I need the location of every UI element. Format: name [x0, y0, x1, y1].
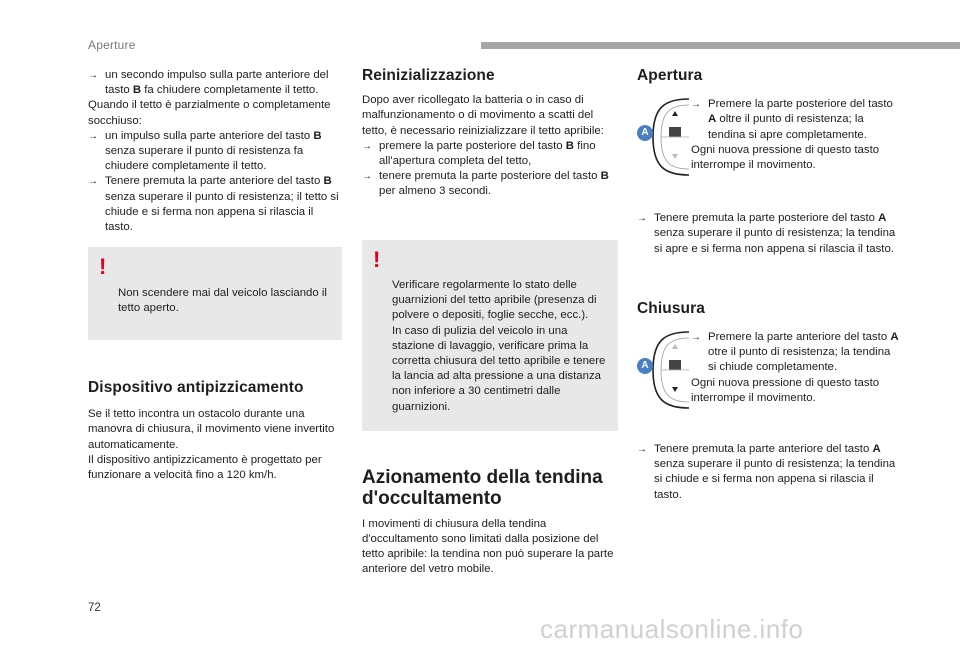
button-a-badge: A	[637, 125, 653, 141]
warning-exclamation-icon: !	[373, 246, 381, 272]
roof-switch-icon	[645, 97, 691, 177]
warning-exclamation-icon: !	[99, 254, 107, 280]
list-item: → un secondo impulso sulla parte anteriore del tasto B fa chiudere completamente il tetto.	[88, 69, 329, 97]
paragraph: Dopo aver ricollegato la batteria o in caso di malfunzionamento o di movimento a scatti del tetto, è necessario reinizializzare il tetto apribile:	[362, 94, 604, 137]
list-item: → Premere la parte posteriore del tasto A oltre il punto di resistenza; la tendina si apre completamente.	[691, 98, 893, 141]
section-heading: Azionamento della tendina d'occultamento	[362, 466, 603, 509]
list-item: → Tenere premuta la parte posteriore del tasto A senza superare il punto di resistenza; la tendina si apre e si ferma non appena si rilascia il tasto.	[637, 212, 896, 255]
section-heading: Chiusura	[637, 299, 705, 317]
column-3	[637, 68, 899, 503]
arrow-bullet-icon: →	[362, 140, 372, 152]
arrow-bullet-icon: →	[88, 176, 98, 188]
arrow-bullet-icon: →	[691, 332, 701, 344]
section-heading: Reinizializzazione	[362, 67, 495, 84]
switch-illustration-close	[637, 330, 899, 426]
warning-box: ! Verificare regolarmente lo stato delle guarnizioni del tetto apribile (presenza di polvere o depositi, foglie secche, ecc.). In caso di pulizia del veicolo in una stazione di lavaggio, verificare prima la corretta chiusura del tetto apribile e tenere la lancia ad alta pressione a una distanza non inferiore a 30 centimetri dalle guarnizioni.	[362, 240, 618, 431]
arrow-bullet-icon: →	[691, 99, 701, 111]
warning-box: ! Non scendere mai dal veicolo lasciando il tetto aperto.	[88, 247, 342, 340]
list-item: → premere la parte posteriore del tasto B fino all'apertura completa del tetto,	[362, 139, 596, 168]
list-item: → tenere premuta la parte posteriore del tasto B per almeno 3 secondi.	[362, 170, 609, 198]
instruction-text	[691, 330, 899, 406]
section-heading: Dispositivo antipizzicamento	[88, 379, 304, 397]
watermark: carmanualsonline.info	[540, 614, 804, 644]
arrow-bullet-icon: →	[88, 70, 98, 81]
header-bar	[481, 42, 960, 49]
paragraph: Se il tetto incontra un ostacolo durante una manovra di chiusura, il movimento viene invertito automaticamente. Il dispositivo antipizzicamento è progettato per funzionare a velocità fino a 120 km/h.	[88, 408, 335, 482]
section-heading: Apertura	[637, 67, 703, 84]
arrow-bullet-icon: →	[637, 444, 647, 456]
column-2	[362, 68, 618, 578]
arrow-bullet-icon: →	[637, 213, 647, 225]
list-item: → un impulso sulla parte anteriore del tasto B senza superare il punto di resistenza fa chiudere completamente il tetto.	[88, 129, 322, 173]
paragraph: Ogni nuova pressione di questo tasto interrompe il movimento.	[691, 143, 880, 172]
column-1	[88, 68, 342, 483]
paragraph: Quando il tetto è parzialmente o completamente socchiuso:	[88, 99, 331, 127]
paragraph: Ogni nuova pressione di questo tasto interrompe il movimento.	[691, 376, 880, 404]
list-item: → Premere la parte anteriore del tasto A otre il punto di resistenza; la tendina si chiude completamente.	[691, 331, 899, 374]
list-item: → Tenere premuta la parte anteriore del tasto A senza superare il punto di resistenza; la tendina si chiude e si ferma non appena si rilascia il tasto.	[637, 443, 896, 501]
section-title: Aperture	[88, 38, 136, 52]
button-a-badge: A	[637, 358, 653, 374]
page-number: 72	[88, 602, 101, 614]
switch-illustration-open	[637, 97, 899, 193]
paragraph: I movimenti di chiusura della tendina d'occultamento sono limitati dalla posizione del tetto apribile: la tendina non può superare la parte anteriore del vetro mobile.	[362, 517, 614, 576]
arrow-bullet-icon: →	[88, 130, 98, 142]
instruction-text	[691, 97, 899, 173]
arrow-bullet-icon: →	[362, 171, 372, 183]
list-item: → Tenere premuta la parte anteriore del tasto B senza superare il punto di resistenza; il tetto si chiude e si ferma non appena si rilascia il tasto.	[88, 175, 339, 234]
